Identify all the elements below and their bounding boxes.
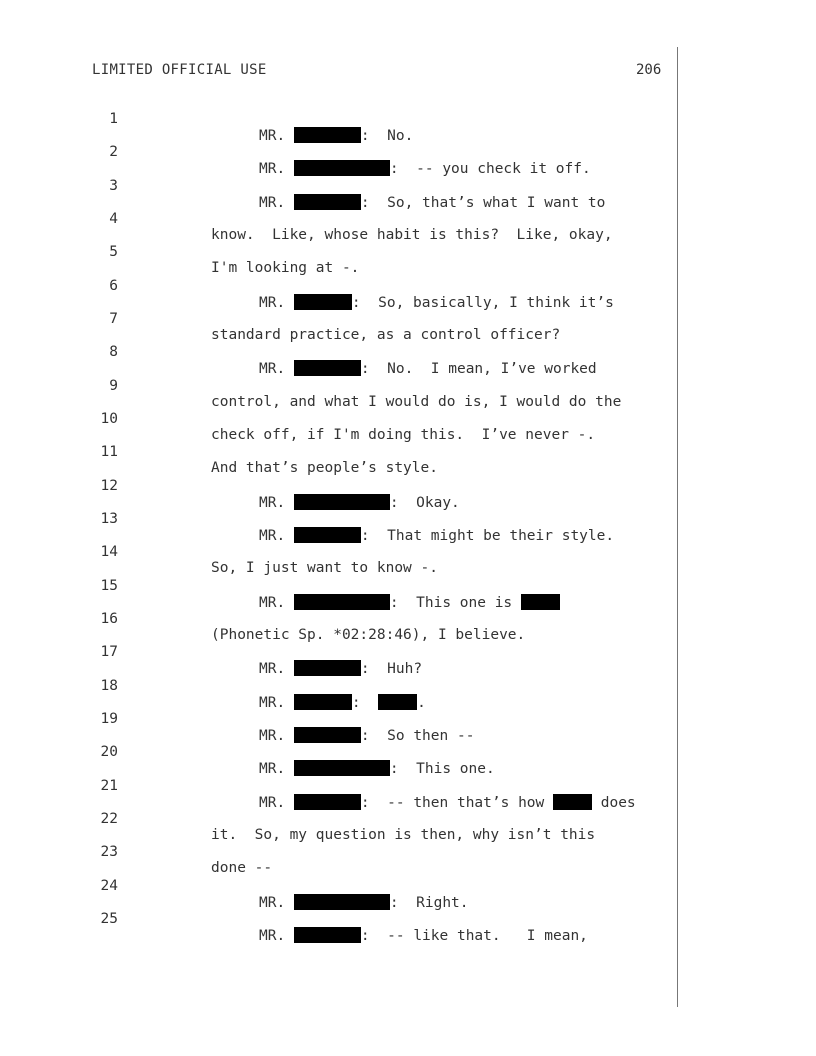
line-number: 7 — [109, 311, 118, 327]
transcript-line — [0, 628, 700, 677]
line-number: 12 — [100, 478, 118, 494]
transcript-line — [0, 795, 700, 843]
line-number: 16 — [100, 611, 118, 627]
speaker-turn: MR. : No. I mean, I’ve worked — [259, 361, 597, 377]
transcript-line — [0, 262, 700, 311]
transcript-line — [0, 362, 700, 410]
line-text: done -- — [211, 860, 273, 876]
line-text: it. So, my question is then, why isn’t this — [211, 827, 596, 843]
transcript-line — [0, 495, 700, 544]
transcript-line — [0, 895, 700, 944]
speaker-turn: MR. : -- you check it off. — [259, 161, 591, 177]
transcript-line — [0, 862, 700, 911]
speaker-turn: MR. : . — [259, 695, 426, 711]
line-number: 4 — [109, 211, 118, 227]
line-number: 11 — [100, 444, 118, 460]
speaker-turn: MR. : So, that’s what I want to — [259, 195, 606, 211]
line-number: 3 — [109, 178, 118, 194]
line-number: 24 — [100, 878, 118, 894]
transcript-line — [0, 695, 700, 744]
line-number: 17 — [100, 644, 118, 660]
line-text: I'm looking at -. — [211, 260, 360, 276]
redaction-bar — [294, 927, 361, 943]
speaker-turn: MR. : -- like that. I mean, — [259, 928, 588, 944]
line-number: 8 — [109, 344, 118, 360]
line-number: 9 — [109, 378, 118, 394]
line-number: 23 — [100, 844, 118, 860]
transcript-line — [0, 428, 700, 476]
line-number: 15 — [100, 578, 118, 594]
speaker-turn: MR. : No. — [259, 128, 414, 144]
transcript-line — [0, 462, 700, 511]
line-number: 19 — [100, 711, 118, 727]
line-number: 18 — [100, 678, 118, 694]
transcript-line — [0, 95, 700, 144]
speaker-turn: MR. : -- then that’s how does — [259, 795, 636, 811]
line-number: 2 — [109, 144, 118, 160]
transcript-line — [0, 762, 700, 811]
speaker-turn: MR. : This one. — [259, 761, 495, 777]
line-number: 1 — [109, 111, 118, 127]
speaker-turn: MR. : Right. — [259, 895, 469, 911]
line-number: 22 — [100, 811, 118, 827]
line-number: 13 — [100, 511, 118, 527]
transcript-line — [0, 595, 700, 643]
transcript-line — [0, 162, 700, 211]
transcript-line — [0, 395, 700, 443]
transcript-line — [0, 295, 700, 343]
line-number: 6 — [109, 278, 118, 294]
transcript-line — [0, 562, 700, 611]
speaker-turn: MR. : This one is — [259, 594, 560, 611]
transcript-line — [0, 662, 700, 711]
line-number: 14 — [100, 544, 118, 560]
classification-header: LIMITED OFFICIAL USE — [92, 62, 267, 78]
speaker-turn: MR. : Huh? — [259, 661, 423, 677]
line-text: control, and what I would do is, I would do the — [211, 394, 622, 410]
line-number: 21 — [100, 778, 118, 794]
line-number: 5 — [109, 244, 118, 260]
line-text: check off, if I'm doing this. I’ve never -. — [211, 427, 596, 443]
line-text: know. Like, whose habit is this? Like, okay, — [211, 227, 613, 243]
speaker-turn: MR. : That might be their style. — [259, 528, 615, 544]
transcript-line — [0, 728, 700, 777]
line-number: 10 — [100, 411, 118, 427]
line-number: 25 — [100, 911, 118, 927]
speaker-turn: MR. : So then -- — [259, 728, 475, 744]
transcript-line — [0, 528, 700, 576]
transcript-line — [0, 228, 700, 276]
speaker-turn: MR. : So, basically, I think it’s — [259, 295, 614, 311]
page-number: 206 — [636, 62, 662, 78]
transcript-line — [0, 828, 700, 876]
line-text: (Phonetic Sp. *02:28:46), I believe. — [211, 627, 526, 643]
transcript-line — [0, 195, 700, 243]
transcript-line — [0, 328, 700, 377]
line-text: standard practice, as a control officer? — [211, 327, 561, 343]
transcript-line — [0, 128, 700, 177]
line-text: And that’s people’s style. — [211, 460, 438, 476]
speaker-turn: MR. : Okay. — [259, 495, 460, 511]
line-text: So, I just want to know -. — [211, 560, 438, 576]
line-number: 20 — [100, 744, 118, 760]
